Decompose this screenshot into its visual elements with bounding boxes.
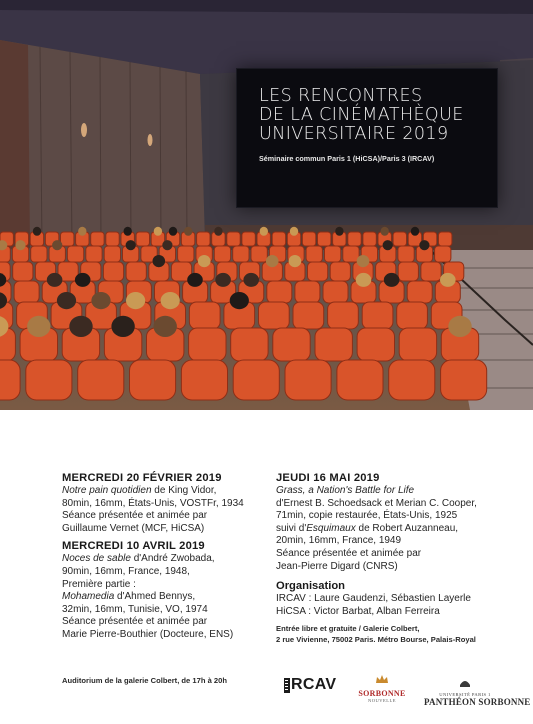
audience-head [187,273,203,287]
audience-head [448,316,471,337]
seat [389,360,435,400]
event-apr-part-film [62,591,272,604]
seat [273,328,310,361]
audience-head [52,240,62,250]
audience-head [33,227,41,236]
seat [323,281,348,303]
audience-head [335,227,343,236]
seat [0,360,20,400]
seat [231,328,268,361]
seat [306,246,322,262]
event-may-suivi-prefix: suivi d' [276,522,307,534]
event-apr-part-label: Première partie : [62,578,136,590]
seat [106,232,119,246]
event-apr-part-details: 32min, 16mm, Tunisie, VO, 1974 [62,603,208,615]
seat [214,246,230,262]
cinema-screen [236,68,498,208]
seat [441,360,487,400]
seat [103,262,123,281]
event-apr-part-director: d'Ahmed Bennys, [114,591,196,603]
seat [343,246,359,262]
audience-head [290,227,298,236]
seat [181,360,227,400]
audience-head [214,227,222,236]
seat [104,246,120,262]
event-feb-presented: Séance présentée et animée par [62,510,208,522]
audience-head [78,227,86,236]
audience-head [357,255,370,267]
seat-rows [0,227,487,400]
seat [295,281,320,303]
event-apr-title: Noces de sable [62,553,131,565]
seat [285,360,331,400]
audience-head [260,227,268,236]
seat [178,246,194,262]
audience-head [419,240,429,250]
screen-title-line-2: DE LA CINÉMATHÈQUE [259,105,464,125]
audience-head [169,227,177,236]
event-may-details: 71min, copie restaurée, États-Unis, 1925 [276,510,458,522]
organisation-heading: Organisation [276,580,345,593]
seat [398,246,414,262]
seat [242,232,255,246]
audience-head [124,227,132,236]
pantheon-sorbonne-logo [424,674,531,707]
seat [61,232,74,246]
seat [330,262,350,281]
event-apr-director: d'André Zwobada, [130,553,215,565]
event-apr-part-title: Mohamedia [62,591,115,603]
audience-head [289,255,302,267]
audience-head [162,240,172,250]
seat [13,262,33,281]
screen-title-line-1: LES RENCONTRES [259,86,423,106]
screen-subtitle: Séminaire commun Paris 1 (HiCSA)/Paris 3 (IRCAV) [259,154,435,163]
seat [136,232,149,246]
pantheon-logo-pre: UNIVERSITÉ PARIS 1 [439,692,491,697]
event-feb-presenter: Guillaume Vernet (MCF, HiCSA) [62,522,205,534]
seat [398,262,418,281]
seat [293,302,324,329]
seat [126,262,146,281]
event-may-suivi-director: de Robert Auzanneau, [355,522,459,534]
organisation-ircav: IRCAV : Laure Gaudenzi, Sébastien Layerle [276,593,471,605]
ircav-logo-text: RCAV [291,676,337,693]
event-apr-presenter: Marie Pierre-Bouthier (Docteure, ENS) [62,628,234,640]
event-may-presented: Séance présentée et animée par [276,547,422,559]
event-may-suivi [276,523,486,536]
audience-head [111,316,134,337]
seat [399,328,436,361]
audience-head [69,316,92,337]
sorbonne-logo-sub: NOUVELLE [368,698,396,703]
seat [91,232,104,246]
audience-head [15,240,25,250]
audience-head [154,316,177,337]
audience-head [126,240,136,250]
seat [363,232,376,246]
audience-head [411,227,419,236]
auditorium-footer: Auditorium de la galerie Colbert, de 17h à 20h [62,676,227,685]
program-left-column [62,471,272,642]
event-feb-director: de King Vidor, [151,485,217,496]
venue-info-line-1: Entrée libre et gratuite / Galerie Colbert, [276,624,420,634]
audience-head [27,316,50,337]
event-feb-details: 80min, 16mm, États-Unis, VOSTFr, 1934 [62,497,244,509]
seat [251,246,267,262]
seat [328,302,359,329]
event-date-feb: MERCREDI 20 FÉVRIER 2019 [62,472,222,484]
seat [397,302,428,329]
seat [26,360,72,400]
film-strip-icon [284,678,290,693]
venue-info [276,624,486,645]
event-date-apr: MERCREDI 10 AVRIL 2019 [62,540,205,553]
screen-title-line-3: UNIVERSITAIRE 2019 [259,124,449,144]
seat [259,302,290,329]
seat [357,328,394,361]
seat [362,302,393,329]
seat [14,281,39,303]
seat [31,246,47,262]
audience-head [57,292,76,309]
audience-head [266,255,279,267]
seat [267,281,292,303]
event-apr-details: 90min, 16mm, France, 1948, [62,565,190,577]
seat [337,360,383,400]
audience-head [356,273,372,287]
audience-head [47,273,63,287]
sorbonne-nouvelle-logo [357,672,407,702]
audience-head [383,240,393,250]
seat [189,302,220,329]
seat [78,360,124,400]
audience-head [75,273,91,287]
event-may-directors: d'Ernest B. Schoedsack et Merian C. Cooper, [276,497,477,509]
seat [318,232,331,246]
organisation-hicsa: HiCSA : Victor Barbat, Alban Ferreira [276,605,440,617]
screen-title [259,87,483,144]
audience-head [184,227,192,236]
audience-head [198,255,211,267]
event-feb-film [62,485,272,498]
crown-icon [375,674,389,684]
venue-info-line-2: 2 rue Vivienne, 75002 Paris. Métro Bourse, Palais-Royal [276,634,476,644]
ircav-logo [284,677,336,693]
audience-head [153,255,166,267]
audience-head [126,292,145,309]
audience-head [91,292,110,309]
seat [272,232,285,246]
audience-head [243,273,259,287]
seat [435,246,451,262]
seat [233,360,279,400]
seat [67,246,83,262]
seat [302,232,315,246]
event-may-presenter: Jean-Pierre Digard (CNRS) [276,560,398,572]
audience-head [381,227,389,236]
seat [197,232,210,246]
event-may-suivi-details: 20min, 16mm, France, 1949 [276,535,402,547]
event-may-title: Grass, a Nation's Battle for Life [276,485,415,496]
audience-head [384,273,400,287]
event-date-may: JEUDI 16 MAI 2019 [276,472,380,484]
seat [439,232,452,246]
sorbonne-logo-name: SORBONNE [358,689,406,698]
dome-icon [459,679,471,687]
audience-head [161,292,180,309]
seat [421,262,441,281]
event-apr-film [62,553,272,566]
seat [233,246,249,262]
seat [227,232,240,246]
audience-head [154,227,162,236]
program-right-column [276,471,486,645]
event-may-suivi-title: Esquimaux [306,522,356,534]
seat [407,281,432,303]
seat [325,246,341,262]
seat [315,328,352,361]
seat [308,262,328,281]
audience-head [230,292,249,309]
audience-head [215,273,231,287]
pantheon-logo-name: PANTHÉON SORBONNE [424,697,531,707]
seat [130,360,176,400]
seat [189,328,226,361]
event-apr-presented: Séance présentée et animée par [62,616,208,628]
audience-head [440,273,456,287]
event-feb-title: Notre pain quotidien [62,485,152,496]
seat [86,246,102,262]
seat [348,232,361,246]
seat [393,232,406,246]
